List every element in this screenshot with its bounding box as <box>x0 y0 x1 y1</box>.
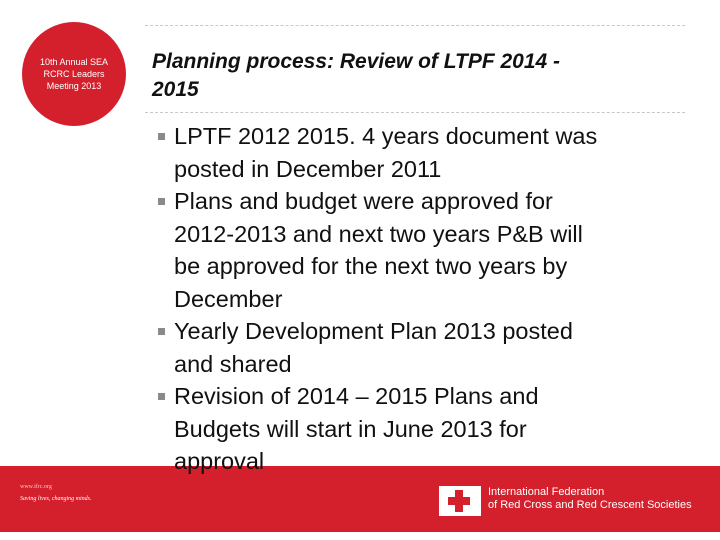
square-bullet-icon <box>158 328 165 335</box>
footer-tagline: Saving lives, changing minds. <box>20 496 92 502</box>
bullet-line: and shared <box>174 350 292 377</box>
bullet-item <box>158 185 718 315</box>
bullet-line: December <box>174 285 283 312</box>
bullet-line: Budgets will start in June 2013 for <box>174 415 527 442</box>
top-divider <box>145 25 685 26</box>
title-line-1: Planning process: Review of LTPF 2014 - <box>152 50 561 73</box>
title-line-2: 2015 <box>152 78 199 101</box>
bullet-item <box>158 120 718 185</box>
bullet-line: approval <box>174 448 265 474</box>
bullet-line: posted in December 2011 <box>174 155 442 182</box>
badge-line-1: 10th Annual SEA <box>39 57 109 67</box>
meeting-badge <box>22 22 126 126</box>
badge-line-2: RCRC Leaders <box>43 69 105 79</box>
red-cross-logo-icon <box>448 490 470 512</box>
square-bullet-icon <box>158 393 165 400</box>
badge-line-3: Meeting 2013 <box>46 81 102 91</box>
organization-name-line-2: of Red Cross and Red Crescent Societies <box>488 499 692 511</box>
footer-url[interactable]: www.ifrc.org <box>20 484 52 490</box>
organization-name-line-1: International Federation <box>488 486 605 498</box>
organization-name <box>488 486 692 512</box>
title-divider <box>145 112 685 113</box>
bullet-item <box>158 315 718 380</box>
square-bullet-icon <box>158 198 165 205</box>
bullet-line: Plans and budget were approved for <box>174 188 553 214</box>
bullet-line: Revision of 2014 – 2015 Plans and <box>174 383 539 409</box>
bullet-item <box>158 380 718 478</box>
bullet-line: be approved for the next two years by <box>174 253 568 279</box>
bullet-line: LPTF 2012 2015. 4 years document was <box>174 123 598 149</box>
bullet-line: 2012-2013 and next two years P&B will <box>174 220 583 247</box>
bullet-line: Yearly Development Plan 2013 posted <box>174 318 573 344</box>
bullet-list <box>158 120 718 478</box>
square-bullet-icon <box>158 133 165 140</box>
slide-title <box>152 48 692 104</box>
